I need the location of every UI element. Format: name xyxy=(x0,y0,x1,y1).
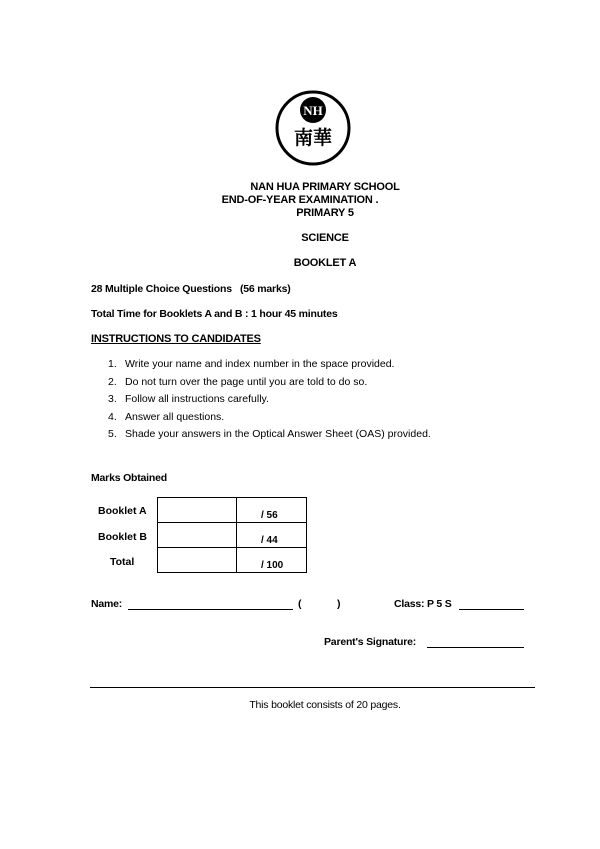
subject-title: SCIENCE xyxy=(301,232,349,244)
marks-heading: Marks Obtained xyxy=(91,472,167,484)
logo-initials: NH xyxy=(303,103,323,118)
booklet-title: BOOKLET A xyxy=(293,257,357,269)
booklet-b-score-cell[interactable] xyxy=(158,523,237,548)
instruction-item: 2. Do not turn over the page until you are told to do so. xyxy=(108,375,368,388)
instruction-item: 4. Answer all questions. xyxy=(108,410,225,423)
booklet-a-label: Booklet A xyxy=(98,505,147,517)
signature-field[interactable] xyxy=(427,647,524,648)
index-close-paren: ) xyxy=(337,598,341,610)
instructions-heading: INSTRUCTIONS TO CANDIDATES xyxy=(91,333,261,345)
table-row xyxy=(158,523,307,548)
index-number-field[interactable] xyxy=(306,598,336,610)
class-label: Class: P 5 S xyxy=(394,598,452,610)
total-label: Total xyxy=(110,556,135,568)
instruction-item: 1. Write your name and index number in the space provided. xyxy=(108,358,395,370)
booklet-a-score-cell[interactable] xyxy=(158,498,237,523)
booklet-b-total: / 44 xyxy=(237,523,307,548)
marks-table xyxy=(157,497,307,573)
exam-title: END-OF-YEAR EXAMINATION . xyxy=(221,194,379,206)
time-info: Total Time for Booklets A and B : 1 hour 45 minutes xyxy=(91,308,338,320)
school-name: NAN HUA PRIMARY SCHOOL xyxy=(250,181,400,193)
instruction-item: 3. Follow all instructions carefully. xyxy=(108,393,269,405)
booklet-a-total: / 56 xyxy=(237,498,307,523)
logo-chinese-text: 南華 xyxy=(293,127,333,149)
instruction-item: 5. Shade your answers in the Optical Answer Sheet (OAS) provided. xyxy=(108,428,431,440)
footer-text: This booklet consists of 20 pages. xyxy=(249,699,401,711)
grand-total: / 100 xyxy=(237,548,307,573)
instructions-list xyxy=(108,356,431,444)
questions-info: 28 Multiple Choice Questions (56 marks) xyxy=(91,283,291,295)
booklet-b-label: Booklet B xyxy=(98,531,148,543)
table-row xyxy=(158,548,307,573)
class-field[interactable] xyxy=(459,609,524,610)
name-label: Name: xyxy=(91,598,123,610)
name-field[interactable] xyxy=(128,609,293,610)
index-open-paren: ( xyxy=(298,598,302,610)
level-title: PRIMARY 5 xyxy=(296,207,354,219)
table-row xyxy=(158,498,307,523)
divider xyxy=(90,687,535,688)
signature-label: Parent's Signature: xyxy=(324,636,417,648)
school-logo xyxy=(273,88,353,168)
total-score-cell[interactable] xyxy=(158,548,237,573)
